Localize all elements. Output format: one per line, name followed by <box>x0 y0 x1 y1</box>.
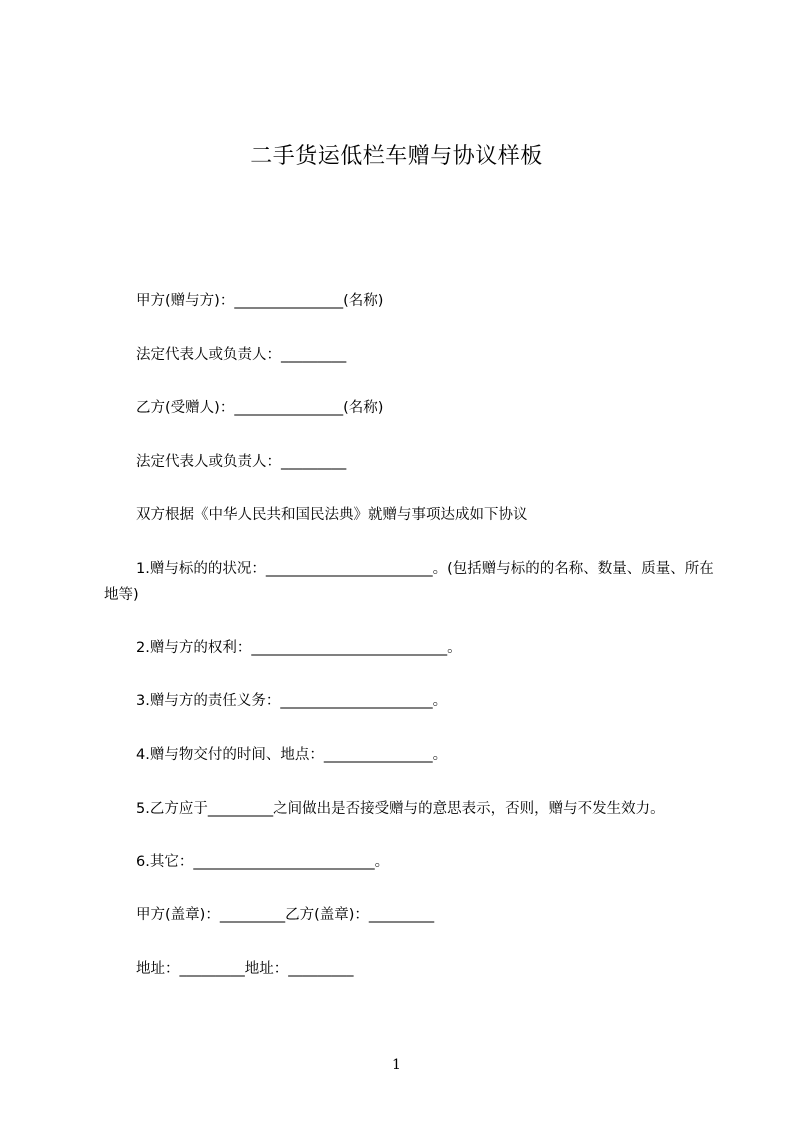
clause-1-gift-status: 1.赠与标的的状况：_______________________。(包括赠与标的的名称、数量、质量、所在地等) <box>104 561 714 603</box>
party-a-representative-line: 法定代表人或负责人：_________ <box>136 347 347 363</box>
clause-2-donor-rights: 2.赠与方的权利：___________________________。 <box>136 640 462 656</box>
clause-3-donor-obligations: 3.赠与方的责任义务：_____________________。 <box>136 693 448 709</box>
address-line: 地址：_________地址：_________ <box>136 961 354 977</box>
clause-4-delivery-time-place: 4.赠与物交付的时间、地点：_______________。 <box>136 747 448 763</box>
page-number: 1 <box>392 1057 401 1073</box>
clause-6-other: 6.其它：_________________________。 <box>136 854 390 870</box>
agreement-intro-line: 双方根据《中华人民共和国民法典》就赠与事项达成如下协议 <box>136 507 528 523</box>
party-b-line: 乙方(受赠人)：_______________(名称) <box>136 400 384 416</box>
document-title: 二手货运低栏车赠与协议样板 <box>250 144 543 169</box>
party-b-representative-line: 法定代表人或负责人：_________ <box>136 454 347 470</box>
party-a-line: 甲方(赠与方)：_______________(名称) <box>136 293 384 309</box>
clause-5-acceptance-deadline: 5.乙方应于_________之间做出是否接受赠与的意思表示，否则，赠与不发生效力。 <box>136 801 665 817</box>
seal-signature-line: 甲方(盖章)：_________乙方(盖章)：_________ <box>136 907 435 923</box>
